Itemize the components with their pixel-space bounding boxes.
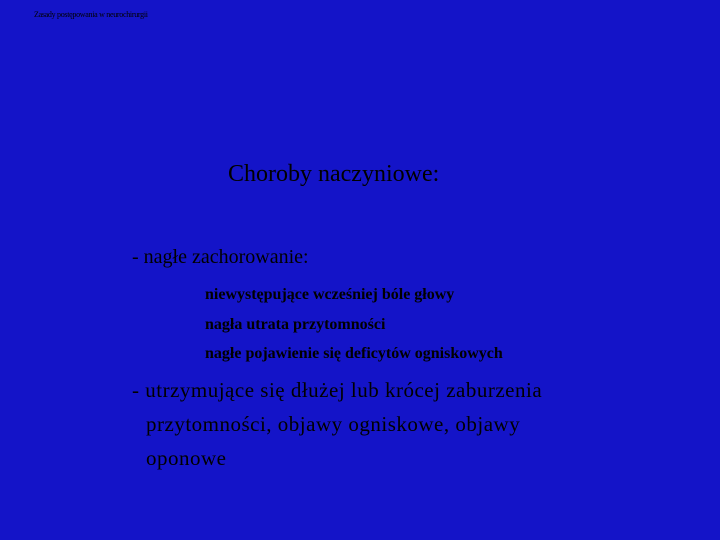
slide-header: Zasady postępowania w neurochirurgii [34, 10, 148, 19]
bullet-persistent-disturbances [132, 373, 632, 475]
subitem-loss-of-consciousness: nagła utrata przytomności [205, 316, 386, 333]
subitem-headache: niewystępujące wcześniej bóle głowy [205, 286, 455, 303]
subitem-focal-deficits: nagłe pojawienie się deficytów ogniskowych [205, 345, 503, 362]
bullet-line: - utrzymujące się dłużej lub krócej zaburzenia [132, 378, 543, 402]
bullet-sudden-onset: - nagłe zachorowanie: [132, 246, 309, 268]
slide-title: Choroby naczyniowe: [228, 161, 440, 187]
bullet-line: oponowe [146, 446, 227, 470]
bullet-line: przytomności, objawy ogniskowe, objawy [146, 412, 521, 436]
